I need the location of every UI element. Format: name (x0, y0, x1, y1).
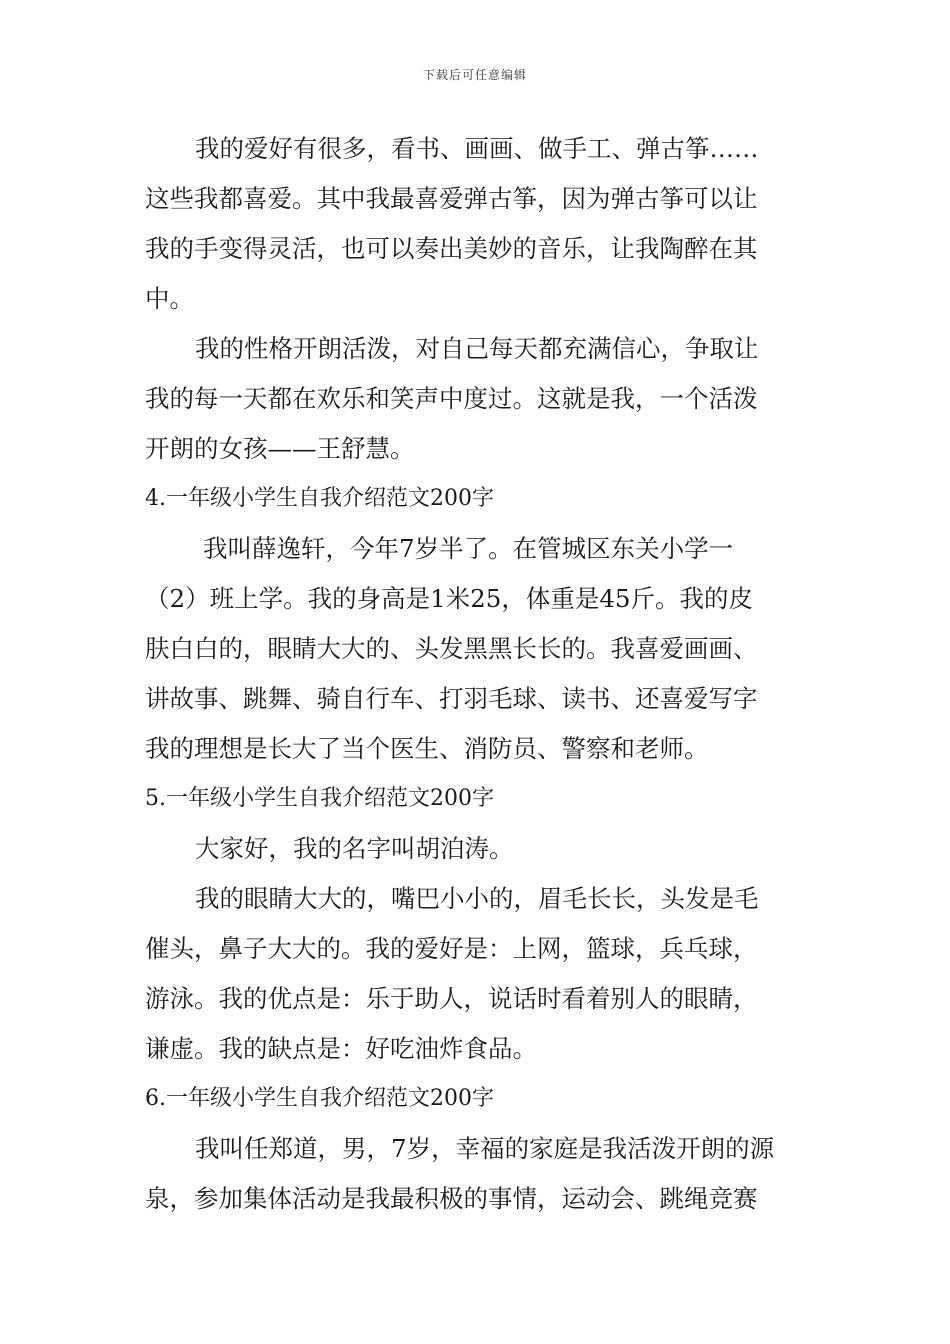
text-line: 我叫任郑道，男，7岁，幸福的家庭是我活泼开朗的源 (195, 1134, 775, 1163)
text-line: 这些我都喜爱。其中我最喜爱弹古筝，因为弹古筝可以让 (145, 184, 758, 213)
text-line: 肤白白的，眼睛大大的、头发黑黑长长的。我喜爱画画、 (145, 634, 758, 663)
page-header: 下载后可任意编辑 (422, 68, 527, 82)
text-line: 我叫薛逸轩，今年7岁半了。在管城区东关小学一 (203, 534, 734, 563)
text-line: 我的理想是长大了当个医生、消防员、警察和老师。 (145, 734, 709, 763)
text-line: 谦虚。我的缺点是：好吃油炸食品。 (145, 1034, 537, 1063)
text-line: 中。 (145, 284, 194, 313)
text-line: 我的每一天都在欢乐和笑声中度过。这就是我，一个活泼 (145, 384, 758, 413)
text-line: 开朗的女孩——王舒慧。 (145, 434, 415, 463)
section-heading: 6.一年级小学生自我介绍范文200字 (145, 1086, 494, 1111)
section-heading: 4.一年级小学生自我介绍范文200字 (145, 486, 494, 511)
text-line: 我的性格开朗活泼，对自己每天都充满信心，争取让 (195, 334, 759, 363)
text-line: 我的眼睛大大的，嘴巴小小的，眉毛长长，头发是毛 (195, 884, 759, 913)
text-line: 讲故事、跳舞、骑自行车、打羽毛球、读书、还喜爱写字 (145, 684, 758, 713)
text-line: 游泳。我的优点是：乐于助人，说话时看着别人的眼睛， (145, 984, 758, 1013)
text-line: （2）班上学。我的身高是1米25，体重是45斤。我的皮 (145, 584, 754, 613)
document-body (145, 124, 810, 1224)
text-line: 催头，鼻子大大的。我的爱好是：上网，篮球，兵乓球， (145, 934, 758, 963)
text-line: 泉，参加集体活动是我最积极的事情，运动会、跳绳竞赛 (145, 1184, 758, 1213)
text-line: 大家好，我的名字叫胡泊涛。 (195, 834, 514, 863)
text-line: 我的爱好有很多，看书、画画、做手工、弹古筝…… (195, 134, 759, 163)
section-heading: 5.一年级小学生自我介绍范文200字 (145, 786, 494, 811)
text-line: 我的手变得灵活，也可以奏出美妙的音乐，让我陶醉在其 (145, 234, 758, 263)
